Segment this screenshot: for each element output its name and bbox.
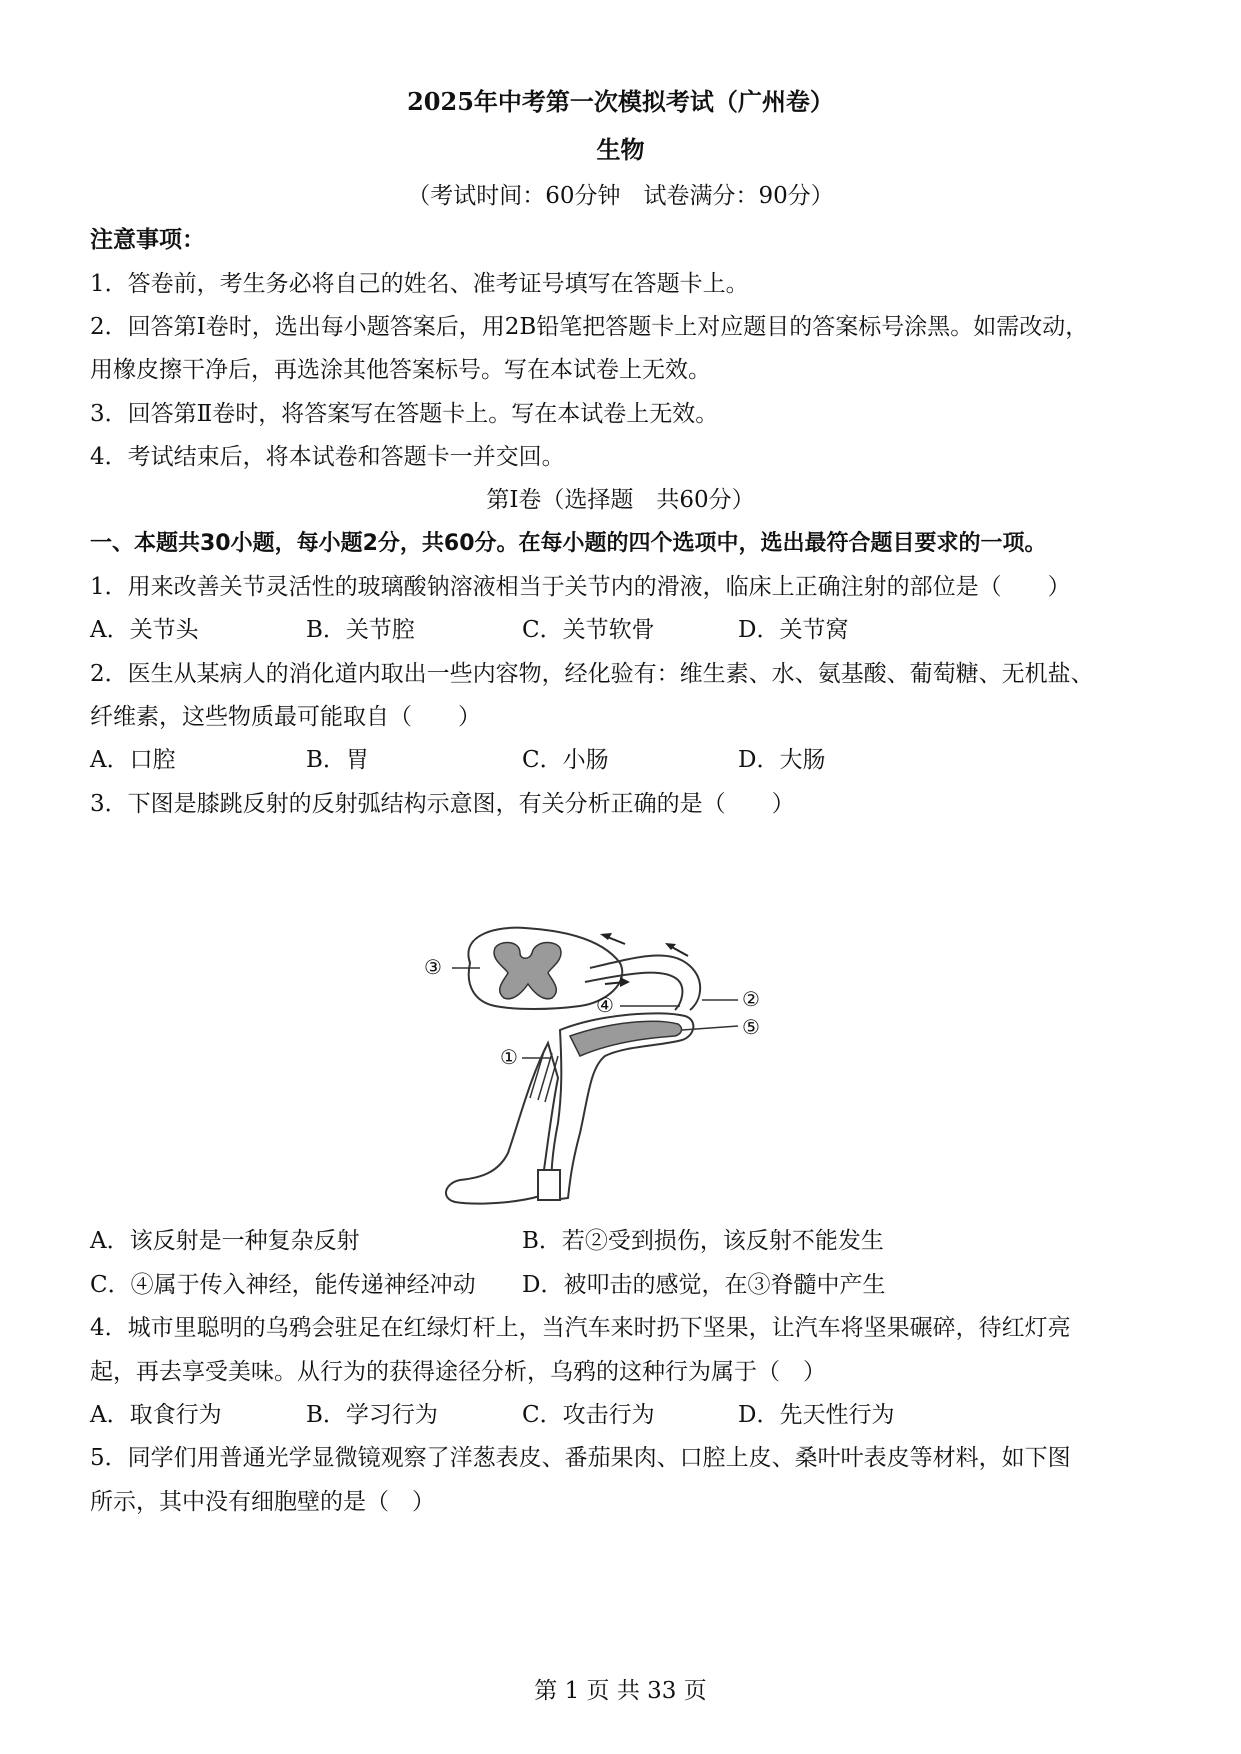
question-4-stem: 4．城市里聪明的乌鸦会驻足在红绿灯杆上，当汽车来时扔下坚果，让汽车将坚果碾碎，待红灯亮 bbox=[90, 1315, 1071, 1341]
label-5: ⑤ bbox=[742, 1015, 760, 1039]
notice-item-4: 4．考试结束后，将本试卷和答题卡一并交回。 bbox=[90, 444, 565, 470]
option-a: A．关节头 bbox=[90, 617, 199, 643]
question-3-options-row-2 bbox=[90, 1269, 1151, 1301]
notice-item-2-cont: 用橡皮擦干净后，再选涂其他答案标号。写在本试卷上无效。 bbox=[90, 357, 711, 383]
question-2-options bbox=[90, 744, 1151, 776]
option-a: A．取食行为 bbox=[90, 1402, 222, 1428]
question-2-stem: 2．医生从某病人的消化道内取出一些内容物，经化验有：维生素、水、氨基酸、葡萄糖、无机盐、 bbox=[90, 661, 1094, 687]
page-number: 第 1 页 共 33 页 bbox=[534, 1678, 707, 1704]
question-4-stem-cont: 起，再去享受美味。从行为的获得途径分析，乌鸦的这种行为属于（ ） bbox=[90, 1359, 826, 1385]
option-d: D．关节窝 bbox=[738, 617, 849, 643]
exam-title: 2025年中考第一次模拟考试（广州卷） bbox=[407, 87, 834, 116]
option-b: B．关节腔 bbox=[306, 617, 415, 643]
section-title: 第Ⅰ卷（选择题 共60分） bbox=[486, 487, 755, 513]
question-2-stem-cont: 纤维素，这些物质最可能取自（ ） bbox=[90, 704, 481, 730]
option-a: A．该反射是一种复杂反射 bbox=[90, 1228, 360, 1254]
option-b: B．胃 bbox=[306, 747, 369, 773]
question-1-options bbox=[90, 614, 1151, 646]
question-5-stem: 5．同学们用普通光学显微镜观察了洋葱表皮、番茄果肉、口腔上皮、桑叶叶表皮等材料，如下图 bbox=[90, 1445, 1071, 1471]
label-4: ④ bbox=[596, 993, 614, 1017]
notice-heading: 注意事项： bbox=[90, 227, 205, 253]
option-d: D．被叩击的感觉，在③脊髓中产生 bbox=[522, 1272, 886, 1298]
arrow-head bbox=[620, 977, 630, 987]
section-instruction: 一、本题共30小题，每小题2分，共60分。在每小题的四个选项中，选出最符合题目要求的一项。 bbox=[90, 531, 1047, 556]
question-4-options bbox=[90, 1399, 1151, 1431]
option-b: B．学习行为 bbox=[306, 1402, 438, 1428]
label-1: ① bbox=[500, 1045, 518, 1069]
option-c: C．攻击行为 bbox=[522, 1402, 655, 1428]
option-a: A．口腔 bbox=[90, 747, 176, 773]
subject-title: 生物 bbox=[596, 135, 645, 164]
option-c: C．小肠 bbox=[522, 747, 609, 773]
option-c: C．④属于传入神经，能传递神经冲动 bbox=[90, 1272, 476, 1298]
option-b: B．若②受到损伤，该反射不能发生 bbox=[522, 1228, 884, 1254]
question-1-stem: 1．用来改善关节灵活性的玻璃酸钠溶液相当于关节内的滑液，临床上正确注射的部位是（ ） bbox=[90, 574, 1071, 600]
notice-item-2: 2．回答第Ⅰ卷时，选出每小题答案后，用2B铅笔把答题卡上对应题目的答案标号涂黑。如需改动， bbox=[90, 314, 1089, 340]
question-3-stem: 3．下图是膝跳反射的反射弧结构示意图，有关分析正确的是（ ） bbox=[90, 791, 795, 817]
exam-info: （考试时间：60分钟 试卷满分：90分） bbox=[407, 183, 834, 209]
knee-jerk-reflex-diagram bbox=[420, 918, 800, 1214]
notice-item-1: 1．答卷前，考生务必将自己的姓名、准考证号填写在答题卡上。 bbox=[90, 271, 749, 297]
option-d: D．先天性行为 bbox=[738, 1402, 895, 1428]
question-5-stem-cont: 所示，其中没有细胞壁的是（ ） bbox=[90, 1489, 435, 1515]
label-3: ③ bbox=[424, 955, 442, 979]
notice-item-3: 3．回答第Ⅱ卷时，将答案写在答题卡上。写在本试卷上无效。 bbox=[90, 401, 719, 427]
question-3-options-row-1 bbox=[90, 1225, 1151, 1257]
label-2: ② bbox=[742, 987, 760, 1011]
option-d: D．大肠 bbox=[738, 747, 826, 773]
option-c: C．关节软骨 bbox=[522, 617, 655, 643]
hammer-shape bbox=[538, 1170, 560, 1200]
